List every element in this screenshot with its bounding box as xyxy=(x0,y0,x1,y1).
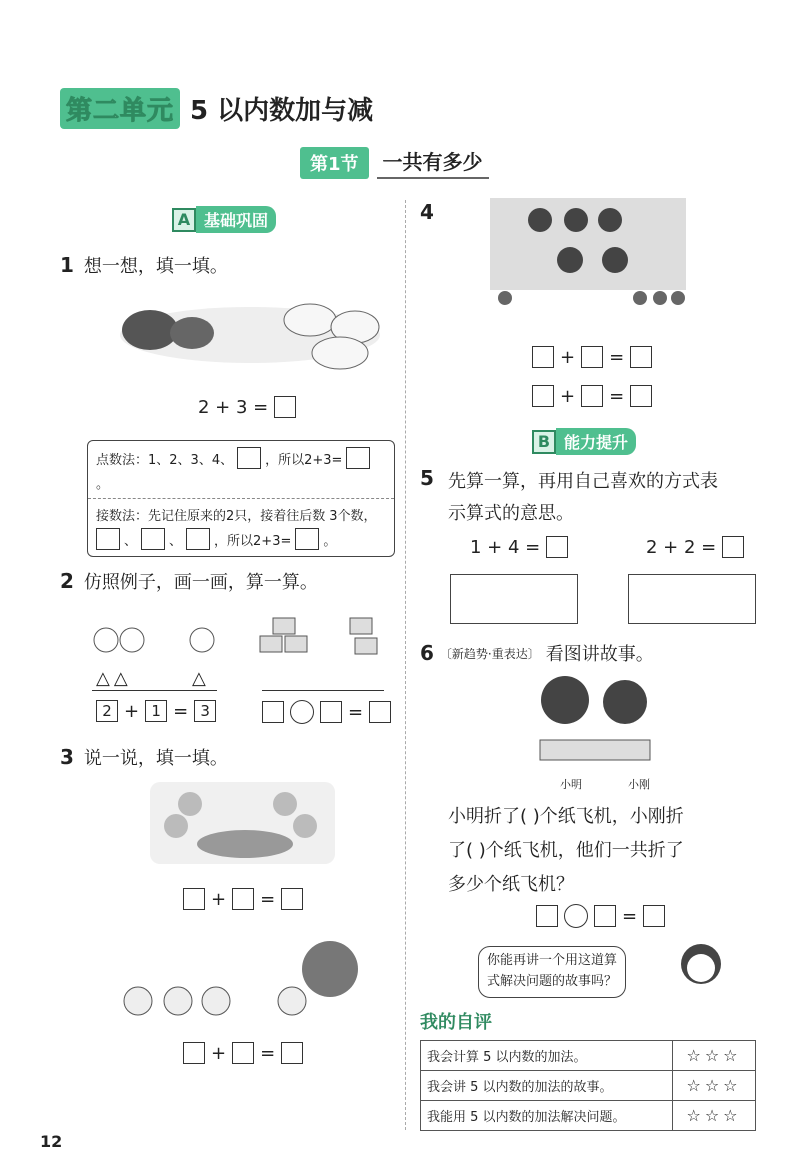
q3b-plus: + xyxy=(211,1042,227,1064)
hint-row1-box1[interactable] xyxy=(237,447,261,469)
q6-tag: 〔新趋势·重表达〕 xyxy=(439,646,540,661)
eval-row-1-stars[interactable]: ☆☆☆ xyxy=(673,1041,756,1071)
bubble-line1: 你能再讲一个用这道算 xyxy=(487,953,618,968)
q1-text: 想一想，填一填。 xyxy=(83,256,228,277)
q6-box1[interactable] xyxy=(536,905,558,927)
q6-operator-circle[interactable] xyxy=(564,904,588,928)
unit-header xyxy=(60,88,373,129)
q5-equation-2 xyxy=(646,536,744,558)
girl-icon xyxy=(676,940,726,996)
q5-eq1-text: 1 + 4 = xyxy=(470,536,541,558)
q4a-plus: + xyxy=(560,346,576,368)
q6-equation xyxy=(536,904,665,928)
section-title: 一共有多少 xyxy=(377,146,489,179)
q5-eq2-text: 2 + 2 = xyxy=(646,536,717,558)
q3b-box1[interactable] xyxy=(183,1042,205,1064)
q3-equation-1 xyxy=(183,888,303,910)
eval-row-2-text: 我会讲 5 以内数的加法的故事。 xyxy=(421,1071,673,1101)
column-divider xyxy=(405,200,406,1130)
q1-prompt xyxy=(60,252,228,278)
hint-row2-box4[interactable] xyxy=(295,528,319,550)
unit-title: 5 以内数加与减 xyxy=(190,96,374,126)
q2-number: 2 xyxy=(60,569,74,593)
q3b-box2[interactable] xyxy=(232,1042,254,1064)
q2-text: 仿照例子，画一画，算一算。 xyxy=(83,572,318,593)
hint-row2-box2[interactable] xyxy=(141,528,165,550)
bubble-line2: 式解决问题的故事吗？ xyxy=(487,973,618,989)
q1-equation xyxy=(198,396,296,418)
boys-planes-illustration xyxy=(530,672,660,772)
ex-c: 3 xyxy=(194,700,216,722)
q5-drawing-area-2[interactable] xyxy=(628,574,756,624)
hint-row2-box1[interactable] xyxy=(96,528,120,550)
q4a-box1[interactable] xyxy=(532,346,554,368)
speech-bubble xyxy=(478,946,626,998)
section-badge: 第1节 xyxy=(300,147,369,179)
q4a-box2[interactable] xyxy=(581,346,603,368)
chicks-illustration xyxy=(92,612,222,662)
q3b-box3[interactable] xyxy=(281,1042,303,1064)
hint-row2-a: 接数法：先记住原来的2只，接着往后数 xyxy=(96,509,326,524)
ex-b: 1 xyxy=(145,700,167,722)
part-a-letter: A xyxy=(172,208,196,232)
q3a-plus: + xyxy=(211,888,227,910)
label-xiaogang: 小刚 xyxy=(628,778,650,791)
ex-op: + xyxy=(124,700,140,722)
q3-equation-2 xyxy=(183,1042,303,1064)
q5-text-line2: 示算式的意思。 xyxy=(448,503,574,524)
q5-number: 5 xyxy=(420,466,434,490)
part-a-tag xyxy=(172,206,276,233)
q3-prompt xyxy=(60,744,228,770)
q5-eq2-box[interactable] xyxy=(722,536,744,558)
ex-a: 2 xyxy=(96,700,118,722)
q4-equation-1 xyxy=(532,346,652,368)
self-eval-table xyxy=(420,1040,756,1131)
hint-row1-a: 点数法：1、2、3、4、 xyxy=(96,452,234,468)
unit-badge: 第二单元 xyxy=(60,88,180,129)
part-b-label: 能力提升 xyxy=(556,428,636,455)
q4b-box3[interactable] xyxy=(630,385,652,407)
q3b-eq: = xyxy=(260,1042,276,1064)
hint-row-continuing xyxy=(88,498,394,556)
eval-row xyxy=(421,1041,756,1071)
q6-number: 6 xyxy=(420,641,434,665)
q6-text: 看图讲故事。 xyxy=(545,644,654,665)
q6-eq: = xyxy=(622,905,638,927)
q4a-eq: = xyxy=(609,346,625,368)
section-header xyxy=(300,146,489,179)
q6-prompt xyxy=(420,640,654,666)
page-number: 12 xyxy=(40,1132,63,1151)
eval-row-1-text: 我会计算 5 以内数的加法。 xyxy=(421,1041,673,1071)
hint-row1-c: 。 xyxy=(96,477,110,492)
q4b-plus: + xyxy=(560,385,576,407)
q6-line2: 了( )个纸飞机，他们一共折了 xyxy=(448,840,684,861)
q2-box2[interactable] xyxy=(320,701,342,723)
eval-row-3-text: 我能用 5 以内数的加法解决问题。 xyxy=(421,1101,673,1131)
q2-eq: = xyxy=(348,701,364,723)
q1-equation-text: 2 + 3 = xyxy=(198,396,269,418)
part-b-letter: B xyxy=(532,430,556,454)
q5-drawing-area-1[interactable] xyxy=(450,574,578,624)
part-b-tag xyxy=(532,428,636,455)
q2-operator-circle[interactable] xyxy=(290,700,314,724)
hint-row1-b: ，所以2+3= xyxy=(265,452,343,468)
eval-row-3-stars[interactable]: ☆☆☆ xyxy=(673,1101,756,1131)
hint-row2-box3[interactable] xyxy=(186,528,210,550)
q5-text-line1: 先算一算，再用自己喜欢的方式表 xyxy=(448,471,718,492)
q1-answer-box[interactable] xyxy=(274,396,296,418)
frogs-illustration xyxy=(150,782,335,864)
hint-row2-b: 3个数， xyxy=(329,509,377,524)
q4a-box3[interactable] xyxy=(630,346,652,368)
q2-box3[interactable] xyxy=(369,701,391,723)
q4b-eq: = xyxy=(609,385,625,407)
label-xiaoming: 小明 xyxy=(560,778,582,791)
q2-example-equation xyxy=(96,700,216,722)
q2-prompt xyxy=(60,568,318,594)
q5-text xyxy=(448,466,718,530)
q2-box1[interactable] xyxy=(262,701,284,723)
q3a-eq: = xyxy=(260,888,276,910)
q3a-box1[interactable] xyxy=(183,888,205,910)
hint-row2-e: ，所以2+3= xyxy=(214,533,292,549)
eval-row xyxy=(421,1101,756,1131)
hint-row-counting xyxy=(88,441,394,498)
eval-row xyxy=(421,1071,756,1101)
q4-number: 4 xyxy=(420,200,434,224)
hint-row2-c: 、 xyxy=(124,533,138,549)
q4-equation-2 xyxy=(532,385,652,407)
q4b-box2[interactable] xyxy=(581,385,603,407)
cakes-illustration xyxy=(255,608,385,660)
q3-number: 3 xyxy=(60,745,74,769)
q2-line-left xyxy=(92,690,217,691)
q5-eq1-box[interactable] xyxy=(546,536,568,558)
q4b-box1[interactable] xyxy=(532,385,554,407)
q1-hint-box xyxy=(87,440,395,557)
hint-row2-d: 、 xyxy=(169,533,183,549)
ex-eq: = xyxy=(173,700,189,722)
part-a-label: 基础巩固 xyxy=(196,206,276,233)
q1-number: 1 xyxy=(60,253,74,277)
monkey-peaches-illustration xyxy=(120,935,370,1025)
q3a-box2[interactable] xyxy=(232,888,254,910)
q2-triangles-right: △ xyxy=(192,668,206,689)
q6-line1: 小明折了( )个纸飞机，小刚折 xyxy=(448,806,684,827)
q3a-box3[interactable] xyxy=(281,888,303,910)
q2-triangles-left: △△ xyxy=(96,668,132,689)
q6-line3: 多少个纸飞机？ xyxy=(448,874,574,895)
hint-row1-box2[interactable] xyxy=(346,447,370,469)
eval-row-2-stars[interactable]: ☆☆☆ xyxy=(673,1071,756,1101)
q6-story xyxy=(448,800,684,902)
self-eval-title: 我的自评 xyxy=(420,1012,492,1033)
q2-line-right xyxy=(262,690,384,691)
sheep-illustration xyxy=(110,285,380,370)
q3-text: 说一说，填一填。 xyxy=(83,748,228,769)
hint-row2-f: 。 xyxy=(323,533,337,549)
stage-children-illustration xyxy=(490,198,686,320)
q5-equation-1 xyxy=(470,536,568,558)
q6-box2[interactable] xyxy=(594,905,616,927)
q6-box3[interactable] xyxy=(643,905,665,927)
q2-answer-equation xyxy=(262,700,391,724)
